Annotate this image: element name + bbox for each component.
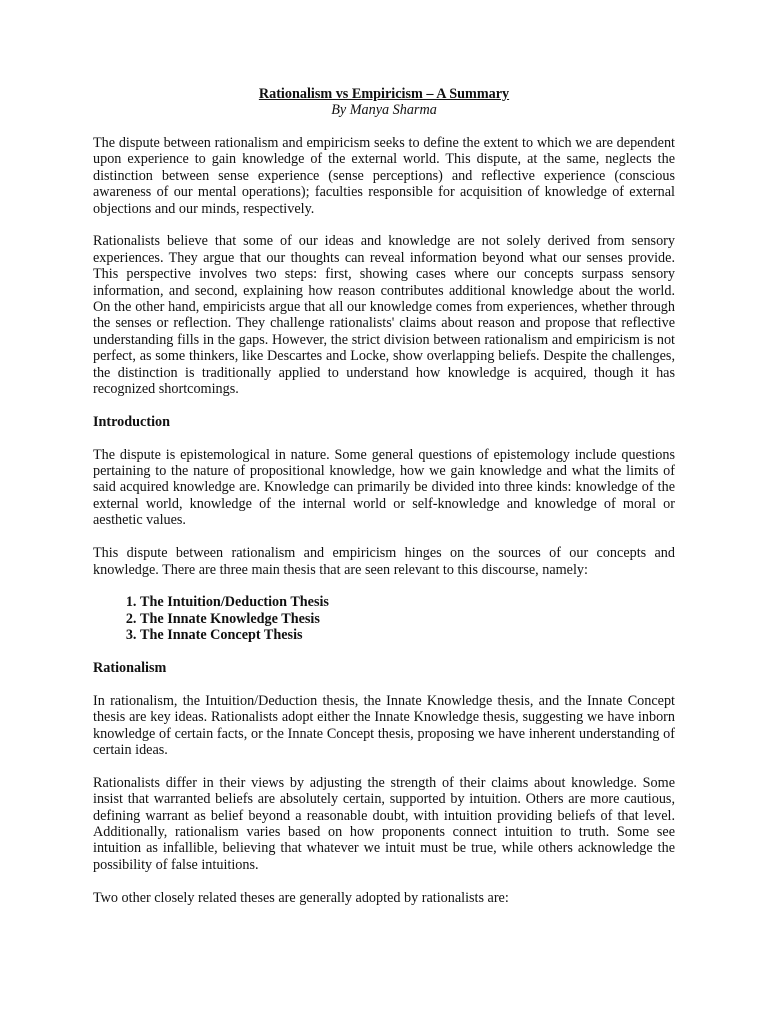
document-title: Rationalism vs Empiricism – A Summary (258, 86, 510, 102)
section-heading-rationalism: Rationalism (93, 659, 167, 676)
theses-list (93, 594, 675, 643)
introduction-paragraph-1: The dispute is epistemological in nature. Some general questions of epistemology include questions pertaining to the nature of propositional knowledge, how we gain knowledge and what the limits of said acquired knowledge are. Knowledge can primarily be divided into three kinds: knowledge of the external world, knowledge of the internal world or self-knowledge and knowledge of moral or aesthetic values. (93, 446, 675, 529)
thesis-item: 1. The Intuition/Deduction Thesis (140, 594, 675, 610)
rationalism-paragraph-3: Two other closely related theses are generally adopted by rationalists are: (93, 889, 509, 906)
document-page (93, 86, 675, 922)
intro-paragraph-1: The dispute between rationalism and empiricism seeks to define the extent to which we are dependent upon experience to gain knowledge of the external world. This dispute, at the same, neglects the distinction between sense experience (sense perceptions) and reflective experience (conscious awareness of our mental operations); faculties responsible for acquisition of knowledge of external objections and our minds, respectively. (93, 135, 675, 217)
introduction-paragraph-2: This dispute between rationalism and empiricism hinges on the sources of our concepts and knowledge. There are three main thesis that are seen relevant to this discourse, namely: (93, 545, 675, 578)
thesis-item: 3. The Innate Concept Thesis (140, 627, 675, 643)
rationalism-paragraph-1: In rationalism, the Intuition/Deduction thesis, the Innate Knowledge thesis, and the Innate Concept thesis are key ideas. Rationalists adopt either the Innate Knowledge thesis, suggesting we have inborn knowledge of certain facts, or the Innate Concept thesis, proposing we have inherent understanding of certain ideas. (93, 692, 675, 758)
rationalism-paragraph-2: Rationalists differ in their views by adjusting the strength of their claims about knowledge. Some insist that warranted beliefs are absolutely certain, supported by intuition. Others are more cautious, defining warrant as belief beyond a reasonable doubt, with intuition providing beliefs of that level. Additionally, rationalism varies based on how proponents connect intuition to truth. Some see intuition as infallible, believing that whatever we intuit must be true, while others acknowledge the possibility of false intuitions. (93, 774, 675, 873)
document-author: By Manya Sharma (331, 102, 437, 118)
title-block (93, 86, 675, 118)
thesis-item: 2. The Innate Knowledge Thesis (140, 611, 675, 627)
intro-paragraph-2: Rationalists believe that some of our ideas and knowledge are not solely derived from sensory experiences. They argue that our thoughts can reveal information beyond what our senses provide. This perspective involves two steps: first, showing cases where our concepts surpass sensory information, and second, explaining how reason contributes additional knowledge about the world. On the other hand, empiricists argue that all our knowledge comes from experiences, whether through the senses or reflection. They challenge rationalists' claims about reason and propose that reflective understanding fills in the gaps. However, the strict division between rationalism and empiricism is not perfect, as some thinkers, like Descartes and Locke, show overlapping beliefs. Despite the challenges, the distinction is traditionally applied to understand how knowledge is acquired, though it has recognized shortcomings. (93, 233, 675, 398)
section-heading-introduction: Introduction (93, 413, 170, 430)
